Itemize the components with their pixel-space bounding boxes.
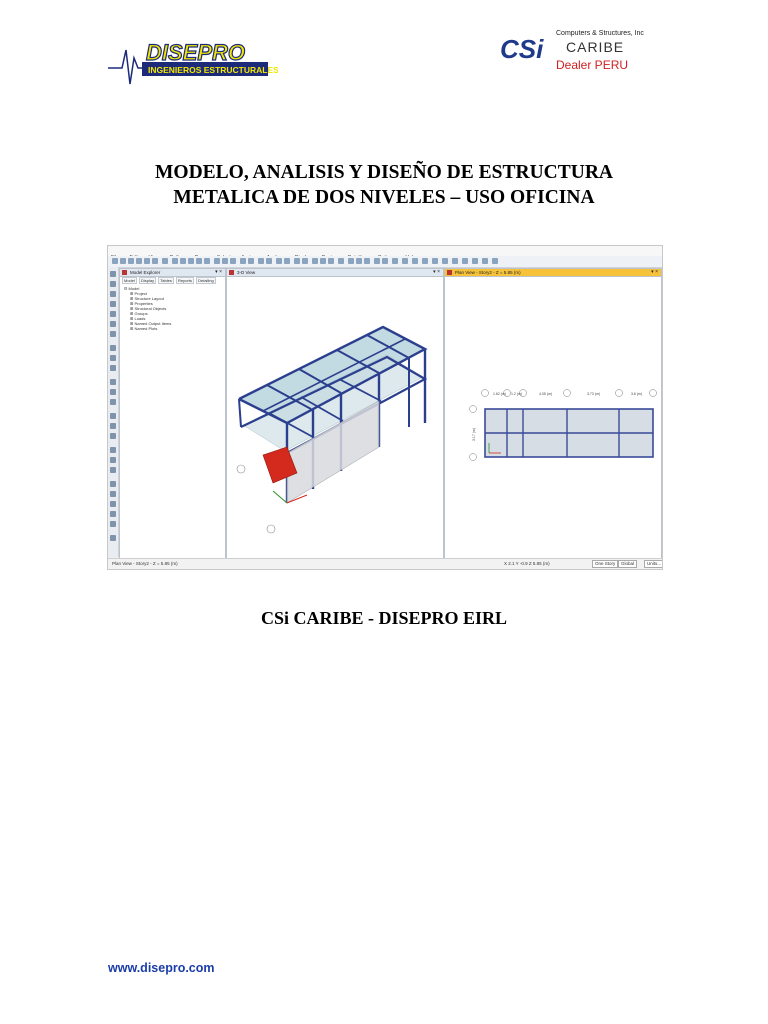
lock-icon[interactable] (152, 258, 158, 264)
snap-grid-icon[interactable] (110, 535, 116, 541)
snap-intersect-icon[interactable] (110, 511, 116, 517)
snap-icon[interactable] (402, 258, 408, 264)
snap-mid-icon[interactable] (110, 501, 116, 507)
select-poly-icon[interactable] (110, 423, 116, 429)
perspective-icon[interactable] (248, 258, 254, 264)
pan-icon[interactable] (204, 258, 210, 264)
draw-column-icon[interactable] (110, 311, 116, 317)
tree-item[interactable]: ⊞ Named Output Items (130, 321, 172, 326)
model-explorer-panel (119, 268, 226, 561)
reshape-icon[interactable] (110, 281, 116, 287)
disepro-logo (108, 38, 278, 90)
zoom-in-icon[interactable] (172, 258, 178, 264)
save-icon[interactable] (128, 258, 134, 264)
draw-beam-icon[interactable] (110, 301, 116, 307)
units-button[interactable]: Units... (644, 560, 663, 568)
detailing-icon[interactable] (482, 258, 488, 264)
draw-tendon-icon[interactable] (110, 399, 116, 405)
coord-system-select[interactable]: Global (618, 560, 637, 568)
section-icon[interactable] (374, 258, 380, 264)
draw-section-cut-icon[interactable] (110, 379, 116, 385)
select-all-tool-icon[interactable] (110, 447, 116, 453)
model-explorer-header (120, 269, 225, 277)
measure-icon[interactable] (422, 258, 428, 264)
tree-item[interactable]: ⊞ Groups (130, 311, 148, 316)
print-icon[interactable] (462, 258, 468, 264)
toolbar (108, 256, 662, 268)
zoom-window-icon[interactable] (196, 258, 202, 264)
select-line-icon[interactable] (110, 433, 116, 439)
website-link[interactable]: www.disepro.com (108, 961, 215, 975)
view-3d-icon[interactable] (214, 258, 220, 264)
clear-select-icon[interactable] (110, 467, 116, 473)
tagline-text: INGENIEROS ESTRUCTURALES (148, 65, 278, 75)
tree-item[interactable]: ⊞ Loads (130, 316, 146, 321)
tree-item[interactable]: ⊟ Model (124, 286, 140, 291)
plan-view-title: Plan View - Story2 - Z = 5.85 (m) (455, 270, 521, 275)
plan-drawing[interactable] (445, 277, 661, 560)
draw-wall-icon[interactable] (328, 258, 334, 264)
view-elev-icon[interactable] (230, 258, 236, 264)
deselect-icon[interactable] (302, 258, 308, 264)
draw-wall-tool-icon[interactable] (110, 345, 116, 351)
snap-point-icon[interactable] (110, 481, 116, 487)
left-toolbar (108, 267, 119, 557)
dim-label: 3.73 (m) (587, 392, 601, 396)
tree-item[interactable]: ⊞ Structural Objects (130, 306, 167, 311)
tree-item[interactable]: ⊞ Project (130, 291, 147, 296)
snap-perp-icon[interactable] (110, 521, 116, 527)
plan-view-header (445, 269, 661, 277)
report-icon[interactable] (452, 258, 458, 264)
model-explorer-title: Model Explorer (130, 270, 161, 275)
dim-label: 3.6 (m) (631, 392, 643, 396)
select-window-icon[interactable] (110, 413, 116, 419)
tab-model[interactable]: Model (124, 278, 135, 283)
draw-floor-icon[interactable] (110, 331, 116, 337)
view-3d-title: 3-D View (237, 270, 256, 275)
draw-area-icon[interactable] (320, 258, 326, 264)
draw-frame-icon[interactable] (312, 258, 318, 264)
close-icon[interactable]: ▾ × (433, 269, 440, 275)
undo-icon[interactable] (136, 258, 142, 264)
close-icon[interactable]: ▾ × (215, 269, 222, 275)
csi-company: Computers & Structures, Inc (556, 30, 644, 37)
run-icon[interactable] (162, 258, 168, 264)
csi-dealer: Dealer PERU (556, 58, 629, 72)
side-dim-label: 3.17 (m) (472, 427, 476, 441)
etabs-screenshot (107, 245, 663, 570)
dim-label: 1.62 (m) (493, 392, 507, 396)
story-icon[interactable] (392, 258, 398, 264)
draw-dimension-icon[interactable] (110, 365, 116, 371)
redo-icon[interactable] (144, 258, 150, 264)
structure-3d-drawing[interactable] (227, 277, 443, 560)
zoom-out-icon[interactable] (180, 258, 186, 264)
caption: CSi CARIBE - DISEPRO EIRL (260, 608, 508, 628)
panel-icon (447, 270, 452, 275)
filter-icon[interactable] (432, 258, 438, 264)
title-line-2: METALICA DE DOS NIVELES – USO OFICINA (173, 187, 595, 208)
options-icon[interactable] (492, 258, 498, 264)
status-bar (108, 558, 662, 569)
menu-bar (108, 246, 662, 256)
dim-label: 4.05 (m) (539, 392, 553, 396)
display-icon[interactable] (276, 258, 282, 264)
move-down-icon[interactable] (266, 258, 272, 264)
close-icon[interactable]: ▾ × (651, 269, 658, 275)
deformed-shape-icon[interactable] (348, 258, 354, 264)
explorer-tabs (122, 278, 217, 283)
model-tree (124, 286, 171, 331)
panel-icon (229, 270, 234, 275)
document-title (0, 160, 768, 210)
status-view: Plan View - Story2 - Z = 5.85 (m) (112, 561, 178, 566)
open-icon[interactable] (120, 258, 126, 264)
draw-link-icon[interactable] (110, 389, 116, 395)
svg-text:CSi: CSi (500, 34, 544, 64)
view-3d-panel (226, 268, 444, 561)
force-diagram-icon[interactable] (356, 258, 362, 264)
move-up-icon[interactable] (258, 258, 264, 264)
disepro-logo-graphic (108, 38, 278, 90)
assign-icon[interactable] (338, 258, 344, 264)
csi-mark (500, 32, 554, 70)
table-icon[interactable] (442, 258, 448, 264)
tree-item[interactable]: ⊞ Named Plots (130, 326, 158, 331)
draw-brace-icon[interactable] (110, 321, 116, 327)
tab-display[interactable]: Display (141, 278, 155, 283)
plan-view-panel (444, 268, 662, 561)
dim-label: 1.2 (m) (511, 392, 523, 396)
tab-reports[interactable]: Reports (177, 278, 192, 283)
grid-icon[interactable] (382, 258, 388, 264)
snap-end-icon[interactable] (110, 491, 116, 497)
title-line-1: MODELO, ANALISIS Y DISEÑO DE ESTRUCTURA (155, 162, 613, 183)
zoom-fit-icon[interactable] (188, 258, 194, 264)
select-all-icon[interactable] (294, 258, 300, 264)
stress-icon[interactable] (364, 258, 370, 264)
csi-region: CARIBE (566, 39, 625, 55)
tab-tables[interactable]: Tables (160, 278, 172, 283)
panel-icon (122, 270, 127, 275)
select-prev-icon[interactable] (110, 457, 116, 463)
tab-detailing[interactable]: Detailing (198, 278, 214, 283)
draw-opening-icon[interactable] (110, 355, 116, 361)
tree-item[interactable]: ⊞ Properties (130, 301, 153, 306)
brand-text: DISEPRO (146, 40, 246, 65)
status-coords: X 2.1 Y -0.9 Z 5.85 (m) (504, 561, 550, 566)
new-icon[interactable] (112, 258, 118, 264)
pointer-icon[interactable] (110, 271, 116, 277)
view-plan-icon[interactable] (222, 258, 228, 264)
rotate-icon[interactable] (240, 258, 246, 264)
csi-logo (500, 28, 660, 76)
units-icon[interactable] (412, 258, 418, 264)
draw-joint-icon[interactable] (110, 291, 116, 297)
shadow-icon[interactable] (284, 258, 290, 264)
tree-item[interactable]: ⊞ Structure Layout (130, 296, 164, 301)
story-select[interactable]: One Story (592, 560, 618, 568)
view-3d-header (227, 269, 443, 277)
design-icon[interactable] (472, 258, 478, 264)
